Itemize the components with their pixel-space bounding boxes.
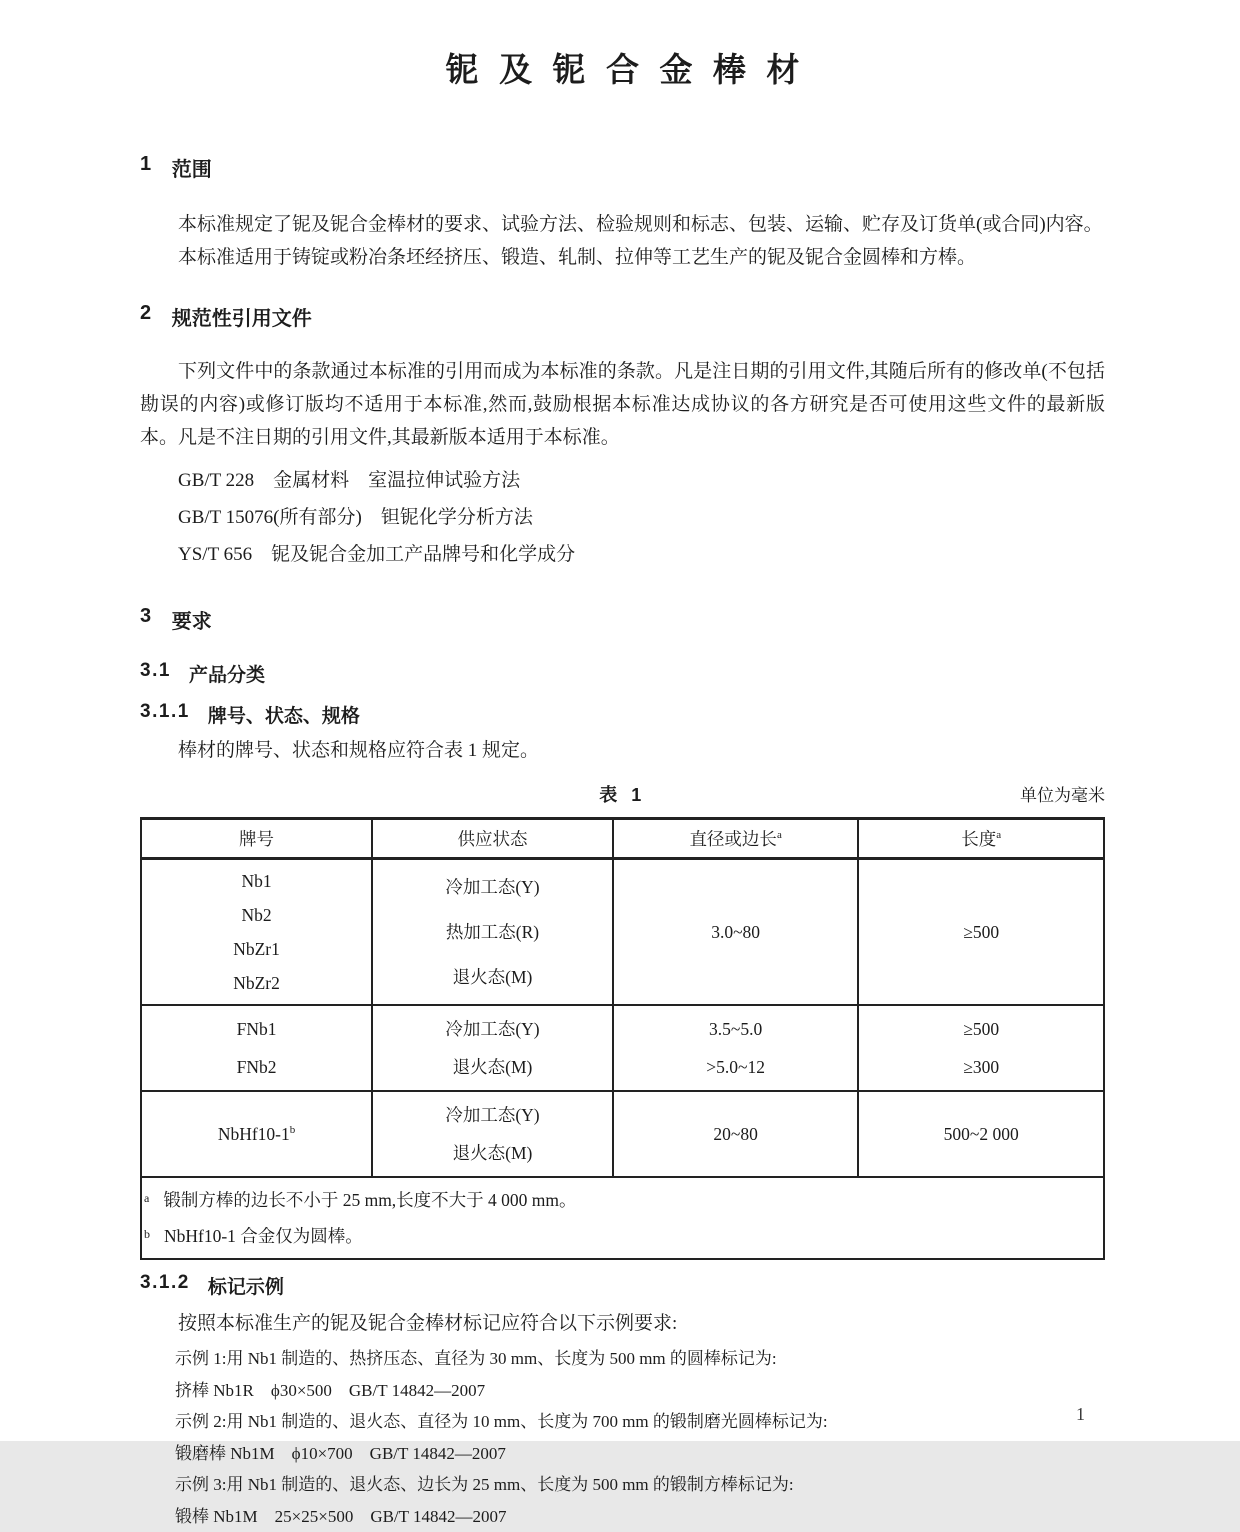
section-title: 牌号、状态、规格 (208, 701, 360, 728)
section-title: 标记示例 (208, 1272, 284, 1299)
table-lead-paragraph: 棒材的牌号、状态和规格应符合表 1 规定。 (140, 734, 1105, 767)
example-1-designation: 挤棒 Nb1R ϕ30×500 GB/T 14842—2007 (175, 1375, 1105, 1407)
section-number: 3.1 (140, 660, 171, 687)
section-heading-product-classification (140, 660, 1105, 687)
cell-size: 3.0~80 (613, 859, 859, 1006)
section-number: 3.1.2 (140, 1272, 190, 1299)
page-title: 铌及铌合金棒材 (140, 0, 1105, 91)
cell-length: 500~2 000 (858, 1091, 1104, 1177)
table-row (141, 1091, 1104, 1177)
cell-states: 冷加工态(Y) 热加工态(R) 退火态(M) (372, 859, 613, 1006)
table-caption-row (140, 781, 1105, 811)
section-heading-requirements (140, 605, 1105, 634)
table-1 (140, 817, 1105, 1260)
cell-grades: FNb1 FNb2 (141, 1005, 372, 1091)
col-header-grade: 牌号 (141, 819, 372, 859)
footnote-marker: b (144, 1216, 150, 1252)
section-title: 要求 (172, 605, 212, 634)
example-2-designation: 锻磨棒 Nb1M ϕ10×700 GB/T 14842—2007 (175, 1438, 1105, 1470)
footnote-text: 锻制方棒的边长不小于 25 mm,长度不大于 4 000 mm。 (163, 1182, 576, 1218)
footnote-marker: a (144, 1180, 149, 1216)
section-number: 3 (140, 605, 153, 634)
scope-paragraph-1: 本标准规定了铌及铌合金棒材的要求、试验方法、检验规则和标志、包装、运输、贮存及订货单(或合同)内容。 (140, 208, 1105, 241)
cell-states: 冷加工态(Y) 退火态(M) (372, 1005, 613, 1091)
reference-item: GB/T 228 金属材料 室温拉伸试验方法 (140, 462, 1105, 499)
reference-item: YS/T 656 铌及铌合金加工产品牌号和化学成分 (140, 536, 1105, 573)
cell-length: ≥500 (858, 859, 1104, 1006)
table-header-row (141, 819, 1104, 859)
section-number: 2 (140, 302, 153, 331)
example-1-description: 示例 1:用 Nb1 制造的、热挤压态、直径为 30 mm、长度为 500 mm 的圆棒标记为: (175, 1343, 1105, 1375)
cell-length: ≥500 ≥300 (858, 1005, 1104, 1091)
table-footnotes (141, 1177, 1104, 1259)
footnote-ref-a: a (996, 829, 1001, 841)
col-header-diameter: 直径或边长$^a$ (613, 819, 859, 859)
references-paragraph: 下列文件中的条款通过本标准的引用而成为本标准的条款。凡是注日期的引用文件,其随后所有的修改单(不包括勘误的内容)或修订版均不适用于本标准,然而,鼓励根据本标准达成协议的各方研究是否可使用这些文件的最新版本。凡是不注日期的引用文件,其最新版本适用于本标准。 (140, 355, 1105, 454)
footnote-a (144, 1182, 1101, 1218)
section-number: 1 (140, 153, 153, 182)
table-footnotes-row (141, 1177, 1104, 1259)
cell-size: 20~80 (613, 1091, 859, 1177)
section-heading-scope (140, 153, 1105, 182)
table-caption: 表 1 (599, 781, 646, 807)
section-number: 3.1.1 (140, 701, 190, 728)
example-2-description: 示例 2:用 Nb1 制造的、退火态、直径为 10 mm、长度为 700 mm 的锻制磨光圆棒标记为: (175, 1406, 1105, 1438)
cell-grades: NbHf10-1$^b$ (141, 1091, 372, 1177)
section-heading-normative-references (140, 302, 1105, 331)
section-title: 范围 (172, 153, 212, 182)
example-3-designation: 锻棒 Nb1M 25×25×500 GB/T 14842—2007 (175, 1501, 1105, 1532)
page-number: 1 (1076, 1404, 1085, 1425)
example-3-description: 示例 3:用 Nb1 制造的、退火态、边长为 25 mm、长度为 500 mm 的锻制方棒标记为: (175, 1469, 1105, 1501)
cell-states: 冷加工态(Y) 退火态(M) (372, 1091, 613, 1177)
section-title: 产品分类 (189, 660, 265, 687)
footnote-text: NbHf10-1 合金仅为圆棒。 (164, 1218, 363, 1254)
scope-paragraph-2: 本标准适用于铸锭或粉冶条坯经挤压、锻造、轧制、拉伸等工艺生产的铌及铌合金圆棒和方棒。 (140, 241, 1105, 274)
table-row (141, 1005, 1104, 1091)
cell-size: 3.5~5.0 >5.0~12 (613, 1005, 859, 1091)
footnote-ref-a: a (777, 829, 782, 841)
section-heading-grade-state-spec (140, 701, 1105, 728)
footnote-ref-b: b (290, 1124, 296, 1136)
col-header-length: 长度$^a$ (858, 819, 1104, 859)
examples-intro: 按照本标准生产的铌及铌合金棒材标记应符合以下示例要求: (140, 1307, 1105, 1341)
footnote-b (144, 1218, 1101, 1254)
reference-item: GB/T 15076(所有部分) 钽铌化学分析方法 (140, 499, 1105, 536)
cell-grades: Nb1 Nb2 NbZr1 NbZr2 (141, 859, 372, 1006)
section-heading-marking-examples (140, 1272, 1105, 1299)
examples-block (140, 1343, 1105, 1532)
table-row (141, 859, 1104, 1006)
col-header-supply-state: 供应状态 (372, 819, 613, 859)
reference-list (140, 462, 1105, 573)
table-unit-note: 单位为毫米 (1020, 781, 1105, 806)
section-title: 规范性引用文件 (172, 302, 312, 331)
